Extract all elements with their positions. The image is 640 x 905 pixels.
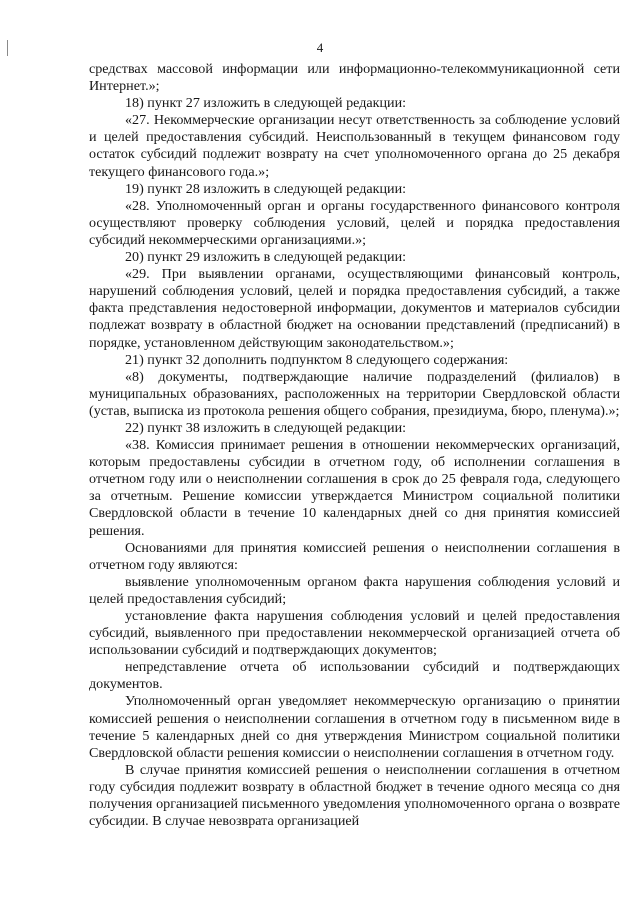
paragraph-continuation: средствах массовой информации или информационно-телекоммуникационной сети Интернет.»; xyxy=(89,61,620,95)
subclause-8-text: «8) документы, подтверждающие наличие подразделений (филиалов) в муниципальных образованиях, расположенных на территории Свердловской области (устав, выписка из протокола решения общего собрания, президиума, бюро, пленума).»; xyxy=(89,368,620,419)
clause-29-text: «29. При выявлении органами, осуществляющими финансовый контроль, нарушений соблюдения условий, целей и порядка предоставления субсидий, а также факта представления недостоверной информации, документов и материалов субсидии подлежат возврату в областной бюджет на основании представлений (предписаний) в порядке, установленном действующим законодательством.»; xyxy=(89,266,620,351)
amendment-item-20: 20) пункт 29 изложить в следующей редакции: xyxy=(125,249,407,266)
amendment-item-18: 18) пункт 27 изложить в следующей редакции: xyxy=(125,95,407,112)
amendment-item-19: 19) пункт 28 изложить в следующей редакции: xyxy=(125,180,407,197)
page-number: 4 xyxy=(316,40,324,55)
ground-item-3: непредставление отчета об использовании субсидий и подтверждающих документов. xyxy=(89,659,620,693)
ground-item-2: установление факта нарушения соблюдения условий и целей предоставления субсидий, выявленного при предоставлении некоммерческой организацией отчета об использовании субсидий и подтверждающих документов; xyxy=(89,608,620,659)
amendment-item-21: 21) пункт 32 дополнить подпунктом 8 следующего содержания: xyxy=(125,351,509,368)
clause-28-text: «28. Уполномоченный орган и органы государственного финансового контроля осуществляют проверку соблюдения условий, целей и порядка предоставления субсидий некоммерческими организациями.»; xyxy=(89,197,620,248)
clause-38-text: «38. Комиссия принимает решения в отношении некоммерческих организаций, которым предоставлены субсидии в отчетном году, об исполнении соглашения в отчетном году или о неисполнении соглашения в срок до 25 февраля года, следующего за отчетным. Решение комиссии утверждается Министром социальной политики Свердловской области в течение 10 календарных дней со дня принятия комиссией решения. xyxy=(89,437,620,539)
amendment-item-22: 22) пункт 38 изложить в следующей редакции: xyxy=(125,419,407,436)
document-body xyxy=(89,61,620,830)
clause-27-text: «27. Некоммерческие организации несут ответственность за соблюдение условий и целей предоставления субсидий. Неиспользованный в текущем финансовом году остаток субсидий подлежит возврату на счет уполномоченного органа до 25 декабря текущего финансового года.»; xyxy=(89,112,620,180)
ground-item-1: выявление уполномоченным органом факта нарушения соблюдения условий и целей предоставления субсидий; xyxy=(89,573,620,607)
refund-paragraph: В случае принятия комиссией решения о неисполнении соглашения в отчетном году субсидия подлежит возврату в областной бюджет в течение одного месяца со дня получения организацией письменного уведомления уполномоченного органа о возврате субсидии. В случае невозврата организацией xyxy=(89,761,620,830)
notification-paragraph: Уполномоченный орган уведомляет некоммерческую организацию о принятии комиссией решения о неисполнении соглашения в отчетном году в письменном виде в течение 5 календарных дней со дня утверждения Министром социальной политики Свердловской области решения комиссии о неисполнении соглашения в отчетном году. xyxy=(89,693,620,761)
grounds-intro: Основаниями для принятия комиссией решения о неисполнении соглашения в отчетном году являются: xyxy=(89,539,620,573)
